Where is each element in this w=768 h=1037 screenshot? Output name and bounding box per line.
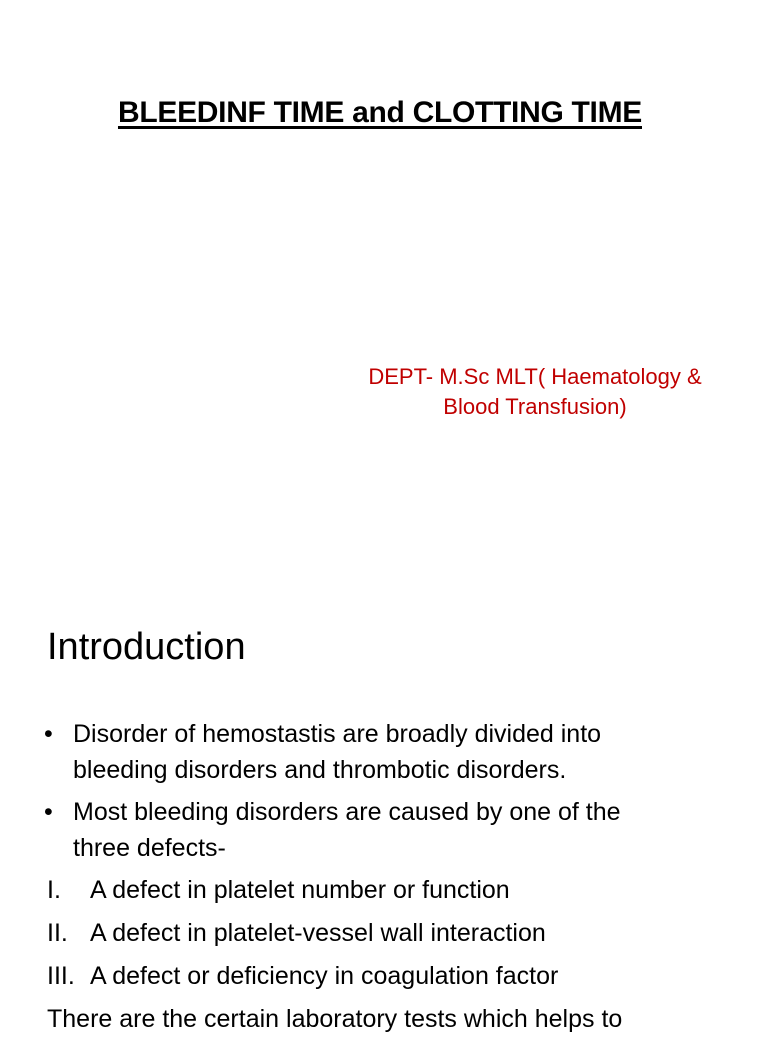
item-text: A defect in platelet-vessel wall interaction bbox=[90, 919, 546, 947]
bullet-text-line: bleeding disorders and thrombotic disorders. bbox=[73, 756, 567, 784]
bullet-item bbox=[0, 716, 768, 788]
bullet-icon: • bbox=[44, 798, 53, 826]
bullet-text-line: Most bleeding disorders are caused by one of the bbox=[73, 798, 621, 826]
bullet-text-line: three defects- bbox=[73, 834, 226, 862]
item-number: III. bbox=[47, 962, 75, 990]
bullet-text-line: Disorder of hemostastis are broadly divided into bbox=[73, 720, 602, 748]
item-number: I. bbox=[47, 876, 61, 904]
bullet-item bbox=[0, 794, 768, 866]
bullet-icon: • bbox=[44, 720, 53, 748]
section-heading: Introduction bbox=[47, 626, 246, 668]
item-text: A defect or deficiency in coagulation factor bbox=[90, 962, 559, 990]
slide-title: BLEEDINF TIME and CLOTTING TIME bbox=[117, 96, 642, 129]
numbered-item bbox=[0, 915, 768, 951]
numbered-item bbox=[0, 958, 768, 994]
item-number: II. bbox=[47, 919, 68, 947]
department-text bbox=[320, 362, 750, 422]
department-line-1: DEPT- M.Sc MLT( Haematology & bbox=[368, 364, 702, 389]
slide-content bbox=[0, 716, 768, 1037]
numbered-item bbox=[0, 872, 768, 908]
item-text: A defect in platelet number or function bbox=[90, 876, 510, 904]
trailing-text: There are the certain laboratory tests which helps to bbox=[47, 1005, 623, 1033]
department-line-2: Blood Transfusion) bbox=[443, 394, 627, 419]
